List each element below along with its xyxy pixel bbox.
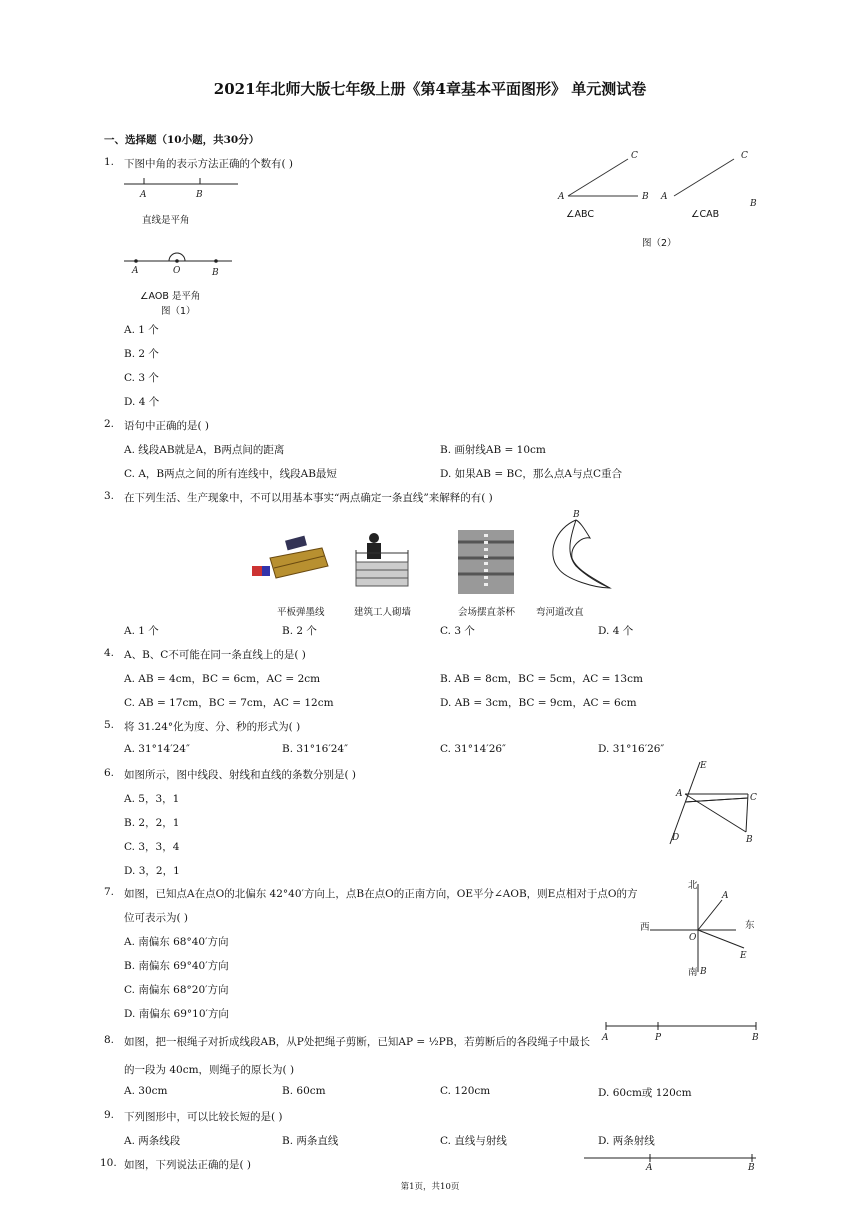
- q4-option-a[interactable]: A. AB = 4cm，BC = 6cm，AC = 2cm: [124, 673, 321, 685]
- q5-option-c[interactable]: C. 31°14′26″: [440, 743, 506, 755]
- q8-option-b[interactable]: B. 60cm: [282, 1085, 326, 1097]
- q6-option-d[interactable]: D. 3，2，1: [124, 865, 180, 877]
- svg-text:A: A: [132, 266, 139, 276]
- svg-text:B: B: [746, 835, 753, 845]
- q3-option-c[interactable]: C. 3 个: [440, 625, 475, 637]
- q2-option-a[interactable]: A. 线段AB就是A，B两点间的距离: [124, 444, 285, 456]
- svg-text:A: A: [558, 192, 565, 202]
- svg-text:E: E: [700, 761, 707, 771]
- q10-number: 10.: [100, 1157, 117, 1169]
- q7-option-d[interactable]: D. 南偏东 69°10′方向: [124, 1008, 229, 1020]
- q1-fig2-label1: ∠ABC: [566, 209, 594, 220]
- svg-text:C: C: [631, 151, 638, 161]
- svg-text:B: B: [700, 967, 707, 977]
- q3-option-d[interactable]: D. 4 个: [598, 625, 634, 637]
- svg-text:A: A: [722, 891, 729, 901]
- q7-number: 7.: [104, 886, 115, 898]
- q4-option-d[interactable]: D. AB = 3cm，BC = 9cm，AC = 6cm: [440, 697, 637, 709]
- q1-fig2-label2: ∠CAB: [691, 209, 720, 220]
- q8-stem-line2: 的一段为 40cm，则绳子的原长为( ): [124, 1064, 295, 1076]
- q7-compass-figure: [636, 876, 760, 980]
- q5-number: 5.: [104, 719, 115, 731]
- q2-option-d[interactable]: D. 如果AB = BC，那么点A与点C重合: [440, 468, 623, 480]
- q2-number: 2.: [104, 418, 115, 430]
- svg-text:A: A: [140, 190, 147, 200]
- svg-text:A: A: [646, 1163, 653, 1173]
- q1-option-c[interactable]: C. 3 个: [124, 372, 159, 384]
- svg-text:P: P: [655, 1033, 662, 1043]
- q4-option-c[interactable]: C. AB = 17cm，BC = 7cm，AC = 12cm: [124, 697, 334, 709]
- q2-option-c[interactable]: C. A，B两点之间的所有连线中，线段AB最短: [124, 468, 337, 480]
- q8-option-c[interactable]: C. 120cm: [440, 1085, 491, 1097]
- svg-text:B: B: [750, 199, 757, 209]
- q5-option-a[interactable]: A. 31°14′24″: [124, 743, 190, 755]
- q4-stem: A、B、C不可能在同一条直线上的是( ): [124, 649, 306, 661]
- q8-figure: [598, 1020, 762, 1044]
- svg-text:E: E: [740, 951, 747, 961]
- q3-image-teacups: [458, 530, 514, 594]
- svg-text:C: C: [741, 151, 748, 161]
- q1-fig2-label: 图（2）: [642, 238, 677, 249]
- q2-stem: 语句中正确的是( ): [124, 420, 210, 432]
- svg-text:D: D: [672, 833, 680, 843]
- q9-option-a[interactable]: A. 两条线段: [124, 1135, 181, 1147]
- q7-option-c[interactable]: C. 南偏东 68°20′方向: [124, 984, 229, 996]
- svg-text:B: B: [752, 1033, 759, 1043]
- q6-number: 6.: [104, 767, 115, 779]
- q1-option-a[interactable]: A. 1 个: [124, 324, 159, 336]
- q7-dir-west: 西: [640, 922, 650, 933]
- q10-figure: [580, 1150, 760, 1172]
- q7-dir-east: 东: [745, 920, 755, 931]
- q3-option-a[interactable]: A. 1 个: [124, 625, 159, 637]
- svg-text:O: O: [689, 933, 697, 943]
- section-heading: 一、选择题（10小题，共30分）: [104, 134, 260, 146]
- q7-stem-line2: 位可表示为( ): [124, 912, 189, 924]
- q3-caption-2: 建筑工人砌墙: [354, 607, 412, 618]
- q3-image-bricklayer: [352, 528, 412, 588]
- q1-fig1-label: 图（1）: [161, 306, 196, 317]
- q7-option-b[interactable]: B. 南偏东 69°40′方向: [124, 960, 229, 972]
- q7-option-a[interactable]: A. 南偏东 68°40′方向: [124, 936, 229, 948]
- q6-option-b[interactable]: B. 2，2，1: [124, 817, 180, 829]
- q9-stem: 下列图形中，可以比较长短的是( ): [124, 1111, 283, 1123]
- svg-text:C: C: [750, 793, 757, 803]
- q1-fig1-caption1: 直线是平角: [142, 215, 190, 226]
- q5-option-d[interactable]: D. 31°16′26″: [598, 743, 665, 755]
- q3-number: 3.: [104, 490, 115, 502]
- svg-text:A: A: [676, 789, 683, 799]
- q8-option-a[interactable]: A. 30cm: [124, 1085, 168, 1097]
- q3-caption-3: 会场摆直茶杯: [458, 607, 516, 618]
- q3-stem: 在下列生活、生产现象中，不可以用基本事实“两点确定一条直线”来解释的有( ): [124, 492, 493, 504]
- q3-image-ink-line: [252, 528, 332, 584]
- q2-option-b[interactable]: B. 画射线AB = 10cm: [440, 444, 546, 456]
- q1-option-b[interactable]: B. 2 个: [124, 348, 159, 360]
- q4-option-b[interactable]: B. AB = 8cm，BC = 5cm，AC = 13cm: [440, 673, 643, 685]
- q9-number: 9.: [104, 1109, 115, 1121]
- q9-option-b[interactable]: B. 两条直线: [282, 1135, 339, 1147]
- q7-stem-line1: 如图，已知点A在点O的北偏东 42°40′方向上，点B在点O的正南方向，OE平分∠AOB，则E点相对于点O的方: [124, 888, 638, 900]
- q8-stem-line1: 如图，把一根绳子对折成线段AB，从P处把绳子剪断，已知AP = ½PB，若剪断后的各段绳子中最长: [124, 1036, 590, 1048]
- q6-stem: 如图所示，图中线段、射线和直线的条数分别是( ): [124, 769, 357, 781]
- q1-number: 1.: [104, 156, 115, 168]
- svg-text:B: B: [196, 190, 203, 200]
- q1-figure-straight-angle: [122, 248, 242, 278]
- q8-option-d[interactable]: D. 60cm或 120cm: [598, 1087, 692, 1099]
- q6-option-c[interactable]: C. 3，3，4: [124, 841, 180, 853]
- q10-stem: 如图，下列说法正确的是( ): [124, 1159, 252, 1171]
- q1-option-d[interactable]: D. 4 个: [124, 396, 160, 408]
- q5-option-b[interactable]: B. 31°16′24″: [282, 743, 349, 755]
- page-title: 2021年北师大版七年级上册《第4章基本平面图形》 单元测试卷: [213, 80, 647, 98]
- q6-option-a[interactable]: A. 5，3，1: [124, 793, 180, 805]
- q5-stem: 将 31.24°化为度、分、秒的形式为( ): [124, 721, 301, 733]
- q3-caption-1: 平板弹墨线: [277, 607, 325, 618]
- svg-text:O: O: [173, 266, 181, 276]
- q8-number: 8.: [104, 1034, 115, 1046]
- svg-text:B: B: [212, 268, 219, 278]
- q9-option-c[interactable]: C. 直线与射线: [440, 1135, 507, 1147]
- q7-dir-north: 北: [688, 880, 698, 891]
- svg-text:B: B: [642, 192, 649, 202]
- q3-option-b[interactable]: B. 2 个: [282, 625, 317, 637]
- q3-caption-4: 弯河道改直: [536, 607, 584, 618]
- q6-figure: [664, 756, 764, 848]
- svg-text:A: A: [661, 192, 668, 202]
- q7-dir-south: 南: [688, 967, 698, 978]
- svg-text:B: B: [748, 1163, 755, 1173]
- page-footer: 第1页，共10页: [400, 1182, 460, 1192]
- q4-number: 4.: [104, 647, 115, 659]
- q1-stem: 下图中角的表示方法正确的个数有( ): [124, 158, 294, 170]
- q3-image-river: [536, 508, 616, 594]
- svg-text:B: B: [573, 510, 580, 520]
- q9-option-d[interactable]: D. 两条射线: [598, 1135, 655, 1147]
- q1-figure-line: [122, 172, 242, 202]
- q1-fig1-caption2: ∠AOB 是平角: [140, 291, 201, 302]
- svg-text:A: A: [602, 1033, 609, 1043]
